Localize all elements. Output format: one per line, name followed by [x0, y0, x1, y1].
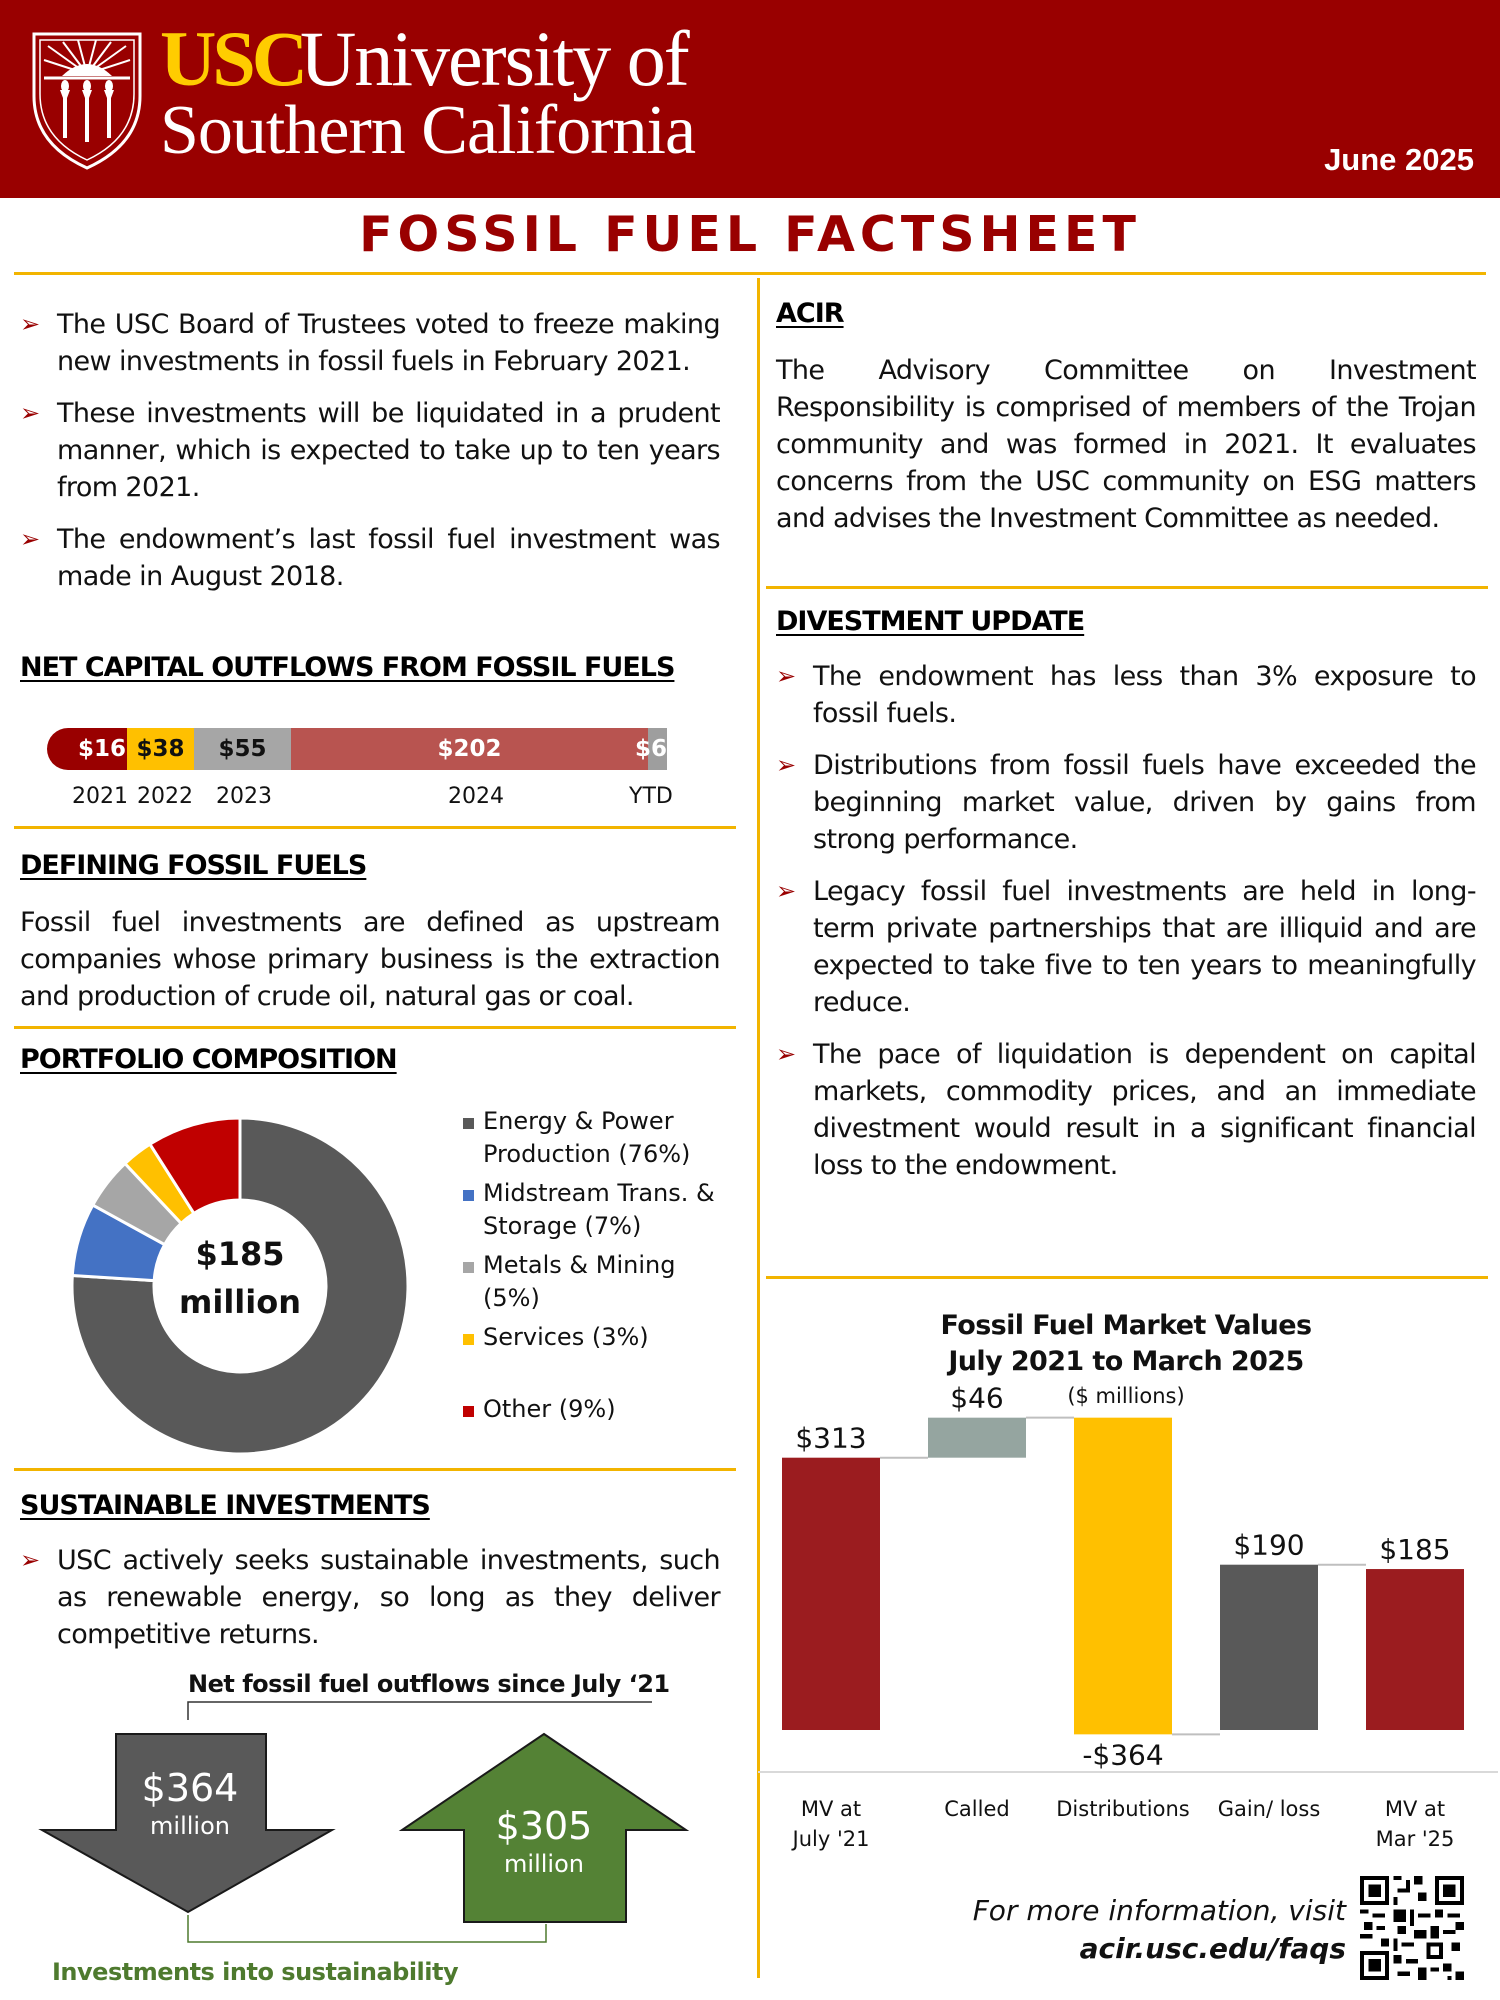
- outflow-amount: $364: [141, 1766, 239, 1810]
- outflow-year-2022: 2022: [137, 784, 193, 809]
- waterfall-category-label-2: Called: [944, 1797, 1010, 1821]
- outflow-segment-2022: $38: [127, 728, 194, 770]
- sustainable-heading: SUSTAINABLE INVESTMENTS: [20, 1490, 430, 1521]
- defining-text: Fossil fuel investments are defined as upstream companies whose primary business is the extraction and production of crude oil, natural gas or coal.: [20, 907, 720, 1012]
- waterfall-value-label-5: $185: [1379, 1533, 1451, 1567]
- footer-info-line: For more information, visit: [972, 1894, 1346, 1927]
- outflow-segment-2021: $16: [47, 728, 127, 770]
- waterfall-bar-5: [1366, 1569, 1464, 1730]
- waterfall-title: Fossil Fuel Market Values: [940, 1310, 1312, 1341]
- outflow-year-2024: 2024: [448, 784, 504, 809]
- intro-bullet-3: ➢ The endowment’s last fossil fuel investment was made in August 2018.: [20, 521, 720, 595]
- waterfall-value-label-1: $313: [795, 1421, 867, 1455]
- waterfall-bar-1: [782, 1458, 880, 1730]
- divestment-bullet-3: ➢ Legacy fossil fuel investments are held in long-term private partnerships that are illiquid and are expected to take five to ten years to meaningfully reduce.: [776, 873, 1476, 1021]
- donut-center-amount: $185: [195, 1235, 285, 1273]
- donut-center-label: [160, 1230, 320, 1326]
- header-banner: [0, 0, 1500, 198]
- intro-bullet-1: ➢ The USC Board of Trustees voted to freeze making new investments in fossil fuels in February 2021.: [20, 306, 720, 380]
- defining-heading: DEFINING FOSSIL FUELS: [20, 850, 367, 881]
- acir-text: The Advisory Committee on Investment Responsibility is comprised of members of the Trojan community and was formed in 2021. It evaluates concerns from the USC community on ESG matters and advises the Investment Committee as needed.: [776, 355, 1476, 534]
- waterfall-category-label-3: Distributions: [1056, 1797, 1190, 1821]
- section-divider: [14, 1468, 736, 1471]
- investment-unit: million: [504, 1850, 584, 1878]
- divestment-bullet-list: [776, 658, 1476, 1199]
- outflow-amount-label: [120, 1766, 260, 1842]
- donut-center-unit: million: [179, 1283, 301, 1321]
- waterfall-category-sublabel-1: July '21: [792, 1827, 870, 1851]
- outflow-segment-2023: $55: [194, 728, 291, 770]
- outflow-segment-ytd: $6: [648, 728, 667, 770]
- publication-date: June 2025: [1324, 142, 1474, 177]
- waterfall-units: ($ millions): [1067, 1384, 1185, 1408]
- portfolio-heading: PORTFOLIO COMPOSITION: [20, 1044, 397, 1075]
- divestment-bullet-2: ➢ Distributions from fossil fuels have exceeded the beginning market value, driven by gains from strong performance.: [776, 747, 1476, 858]
- section-divider: [766, 586, 1488, 589]
- investment-amount-label: [474, 1804, 614, 1880]
- usc-seal-icon: [28, 26, 146, 174]
- divestment-bullet-4: ➢ The pace of liquidation is dependent on capital markets, commodity prices, and an immediate divestment would result in a significant financial loss to the endowment.: [776, 1036, 1476, 1184]
- qr-code-icon[interactable]: [1360, 1876, 1464, 1980]
- waterfall-value-label-4: $190: [1233, 1528, 1305, 1562]
- logo-southern-california: Southern California: [160, 92, 696, 169]
- waterfall-bar-4: [1220, 1565, 1318, 1730]
- investment-amount: $305: [495, 1804, 593, 1848]
- section-divider: [766, 1276, 1488, 1279]
- outflow-year-2023: 2023: [216, 784, 272, 809]
- section-divider: [14, 1026, 736, 1029]
- outflow-unit: million: [150, 1812, 230, 1840]
- acir-heading: ACIR: [776, 298, 844, 329]
- waterfall-category-sublabel-5: Mar '25: [1375, 1827, 1455, 1851]
- waterfall-category-label-1: MV at: [800, 1797, 862, 1821]
- waterfall-bar-2: [928, 1418, 1026, 1458]
- intro-bullet-list: [20, 306, 720, 610]
- waterfall-value-label-2: $46: [950, 1381, 1004, 1415]
- net-outflows-label: Net fossil fuel outflows since July ‘21: [188, 1670, 670, 1698]
- waterfall-bar-3: [1074, 1418, 1172, 1735]
- page-title: FOSSIL FUEL FACTSHEET: [359, 206, 1141, 263]
- outflow-bar: [47, 728, 667, 770]
- intro-bullet-2: ➢ These investments will be liquidated in a prudent manner, which is expected to take up to ten years from 2021.: [20, 395, 720, 506]
- outflow-year-2021: 2021: [72, 784, 128, 809]
- waterfall-value-label-3: -$364: [1082, 1738, 1164, 1772]
- investments-into-sustainability-label: Investments into sustainability: [52, 1958, 459, 1986]
- divestment-bullet-1: ➢ The endowment has less than 3% exposure to fossil fuels.: [776, 658, 1476, 732]
- logo-university-of: University of: [300, 15, 688, 102]
- sustainable-bullet-list: [20, 1542, 720, 1668]
- outflow-segment-2024: $202: [291, 728, 648, 770]
- divestment-heading: DIVESTMENT UPDATE: [776, 606, 1085, 637]
- waterfall-category-label-4: Gain/ loss: [1217, 1797, 1321, 1821]
- title-divider: [14, 272, 1486, 275]
- sustainable-bullet: ➢ USC actively seeks sustainable investments, such as renewable energy, so long as they deliver competitive returns.: [20, 1542, 720, 1653]
- section-divider: [14, 826, 736, 829]
- waterfall-category-label-5: MV at: [1384, 1797, 1446, 1821]
- logo-usc-wordmark: USC: [160, 15, 305, 102]
- net-capital-heading: NET CAPITAL OUTFLOWS FROM FOSSIL FUELS: [20, 652, 675, 683]
- footer-url[interactable]: acir.usc.edu/faqs: [1079, 1932, 1346, 1965]
- outflow-year-ytd: YTD: [629, 784, 673, 809]
- waterfall-subtitle: July 2021 to March 2025: [948, 1346, 1304, 1377]
